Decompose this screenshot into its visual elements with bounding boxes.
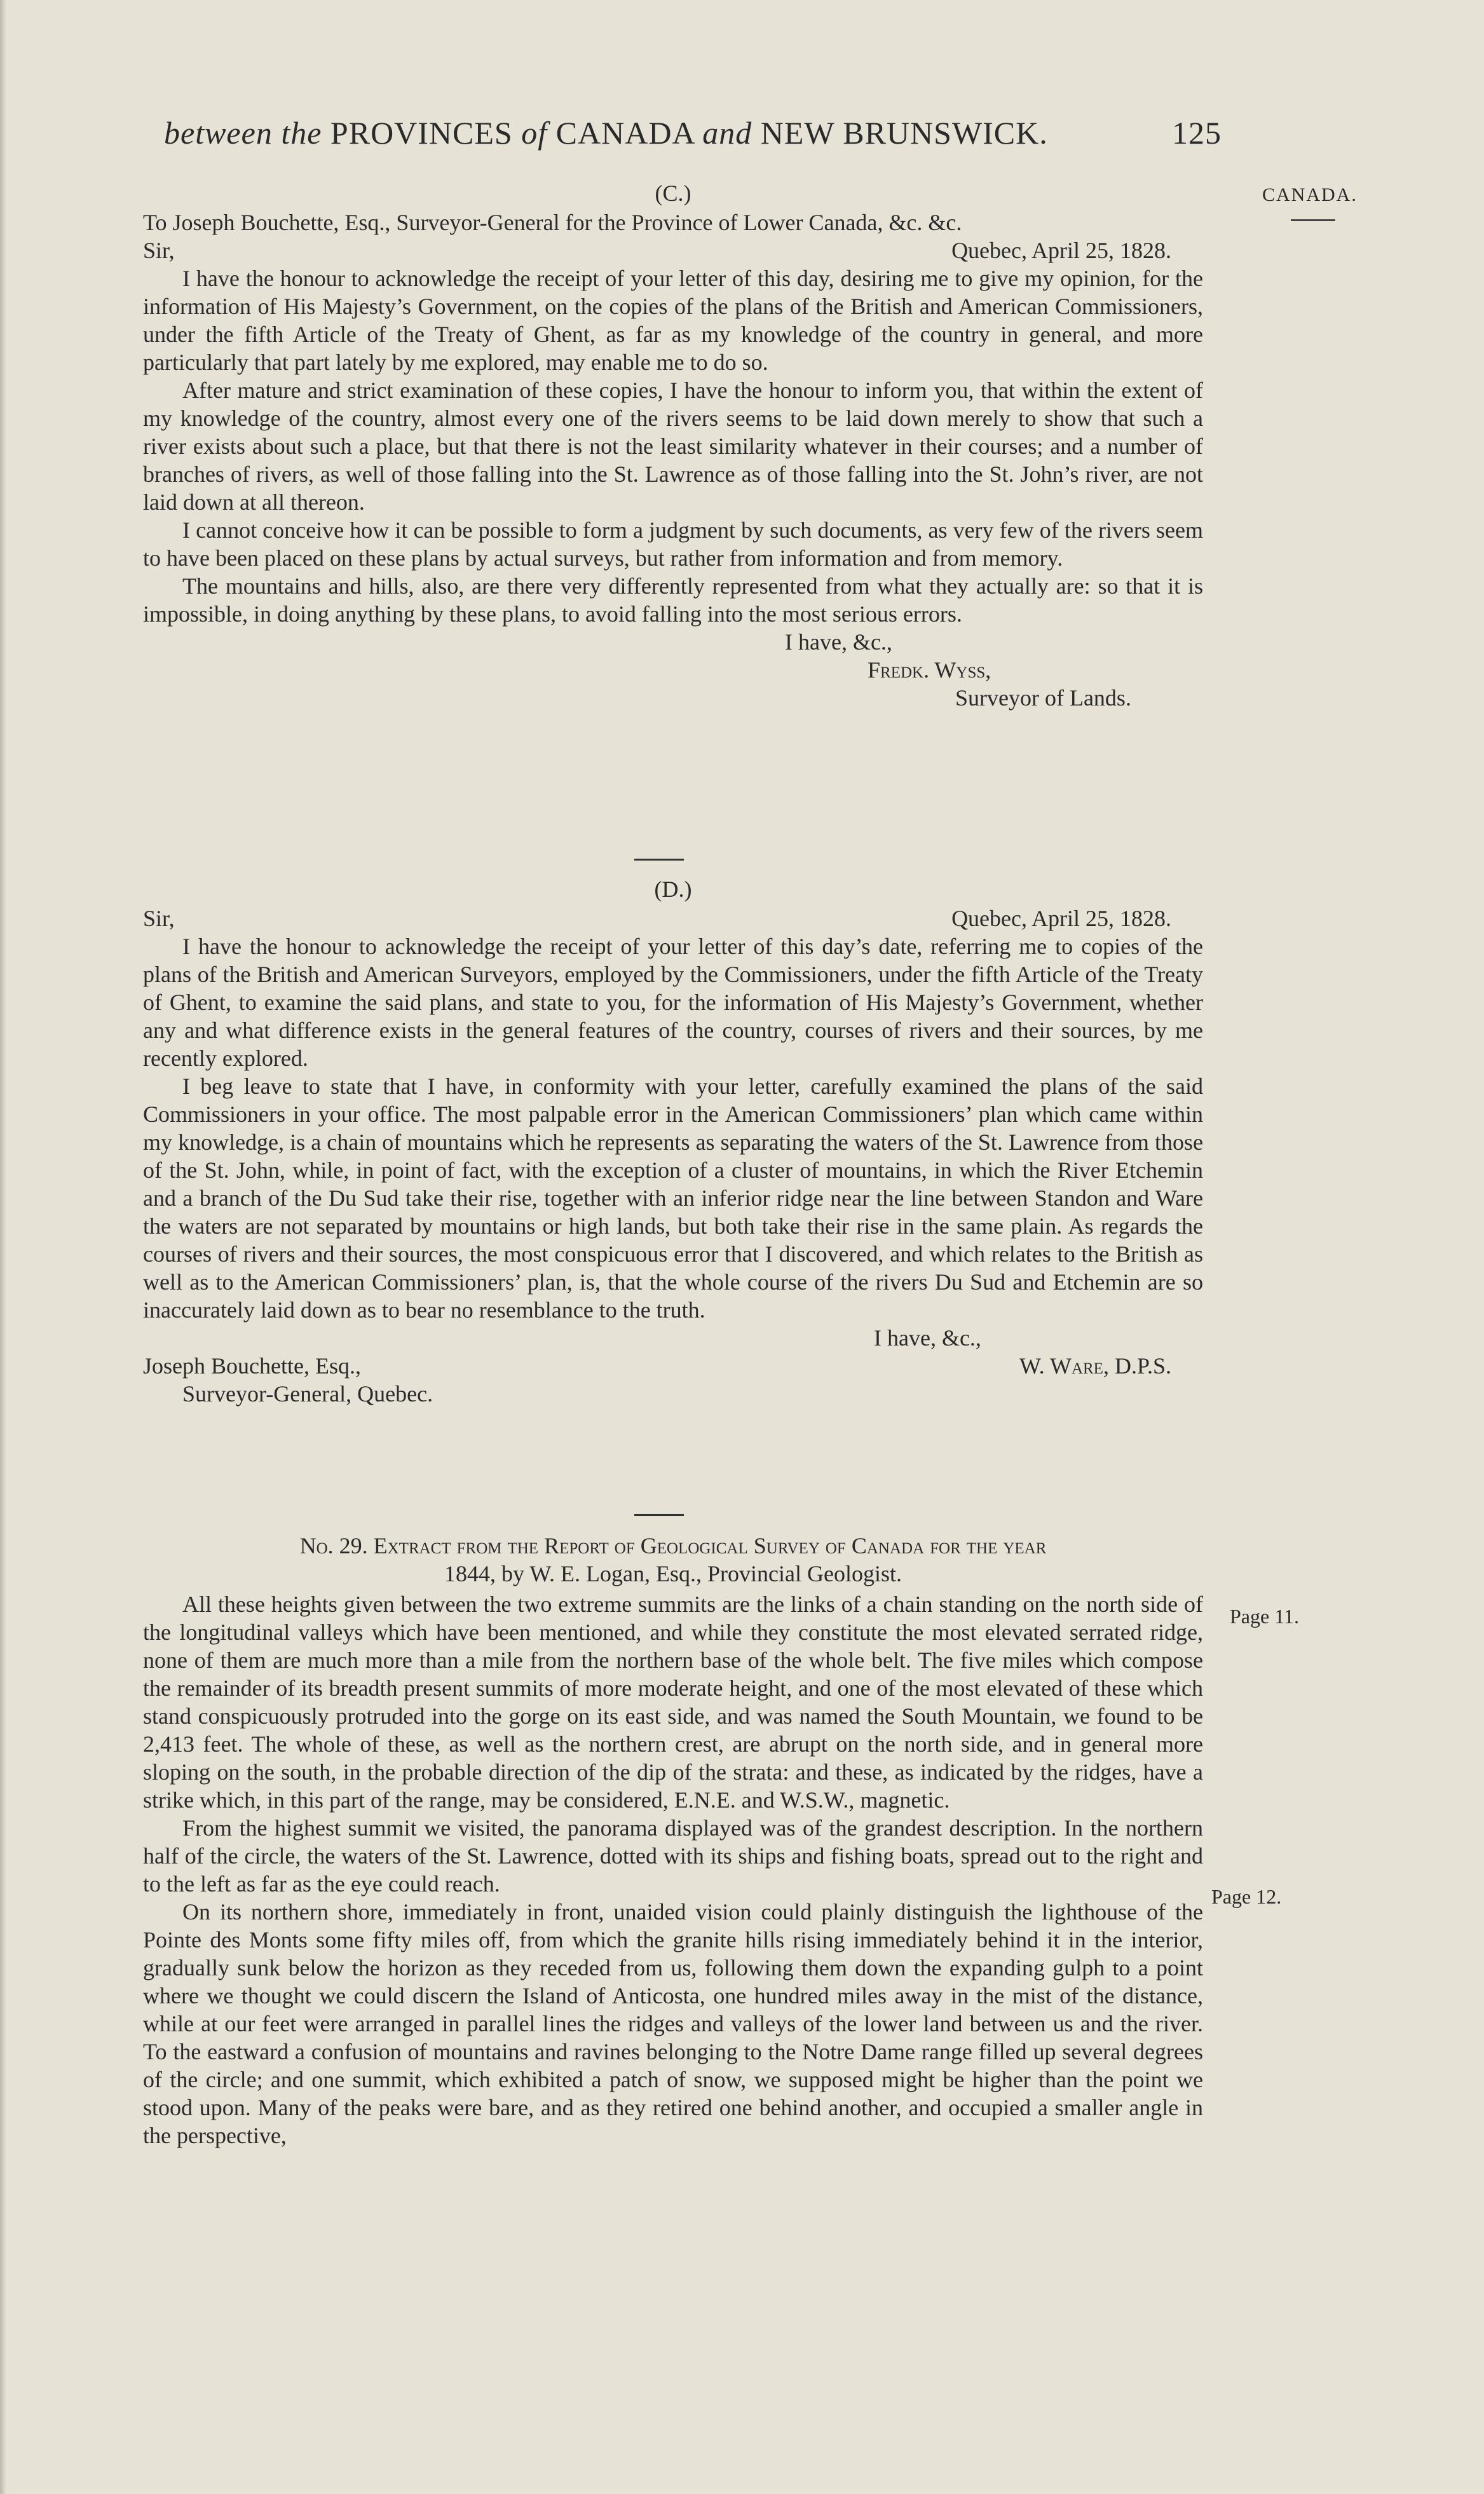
margin-note-canada: CANADA. — [1262, 184, 1358, 205]
section-d-closing-row — [143, 1324, 1203, 1352]
section-c-signer-title-row — [143, 684, 1203, 712]
header-prefix: between the — [164, 115, 322, 151]
section-29-title-line-2: 1844, by W. E. Logan, Esq., Provincial Geologist. — [444, 1561, 902, 1586]
section-d-paragraph: I beg leave to state that I have, in conformity with your letter, carefully examined the plans of the said Commissioners in your office. The most palpable error in the American Commissioners’ plan which came within my knowledge, is a chain of mountains which he represents as separating the waters of the St. Lawrence from those of the St. John, while, in point of fact, with the exception of a cluster of mountains, in which the River Etchemin and a branch of the Du Sud take their rise, together with an inferior ridge near the line between Standon and Ware the waters are not separated by mountains or high lands, but both take their rise in the same plain. As regards the courses of rivers and their sources, the most conspicuous error that I discovered, and which relates to the British as well as to the American Commissioners’ plan, is, that the whole course of the rivers Du Sud and Etchemin are so inaccurately laid down as to bear no resemblance to the truth. — [143, 1073, 1203, 1323]
header-provinces: PROVINCES — [330, 115, 513, 151]
section-c-salutation-row — [143, 236, 1203, 264]
section-c-paragraph: I cannot conceive how it can be possible to form a judgment by such documents, as very few of the rivers seem to have been placed on these plans by actual surveys, but rather from information and from memory. — [143, 517, 1203, 571]
section-c-closing: I have, &c., — [785, 629, 892, 655]
section-d-signer: W. Ware, D.P.S. — [1019, 1353, 1171, 1379]
header-and: and — [702, 115, 752, 151]
section-d-signature-row — [143, 1352, 1203, 1380]
section-d-paragraph: I have the honour to acknowledge the receipt of your letter of this day’s date, referring me to copies of the plans of the British and American Surveyors, employed by the Commissioners, under the fifth Article of the Treaty of Ghent, to examine the said plans, and state to you, for the information of His Majesty’s Government, whether any and what difference exists in the general features of the country, courses of rivers and their sources, by me recently explored. — [143, 934, 1203, 1071]
page-binding-edge — [0, 0, 6, 2494]
section-d-addressee: Joseph Bouchette, Esq., — [143, 1353, 361, 1379]
section-d-addressee-title: Surveyor-General, Quebec. — [182, 1381, 433, 1407]
section-29-paragraph: On its northern shore, immediately in front, unaided vision could plainly distinguish the lighthouse of the Pointe des Monts some fifty miles off, from which the granite hills rising immediately behind it in the interior, gradually sunk below the horizon as they receded from us, following them down the expanding gulph to a point where we thought we could discern the Island of Anticosta, one hundred miles away in the mist of the distance, while at our feet were arranged in parallel lines the ridges and valleys of the lower land between us and the river. To the eastward a confusion of mountains and ravines belonging to the Notre Dame range filled up several degrees of the circle; and one summit, which exhibited a patch of snow, we supposed might be higher than the point we stood upon. Many of the peaks were bare, and as they retired one behind another, and occupied a smaller angle in the perspective, — [143, 1899, 1203, 2148]
section-c-paragraph: The mountains and hills, also, are there very differently represented from what they actually are: so that it is impossible, in doing anything by these plans, to avoid falling into the most serious errors. — [143, 573, 1203, 627]
section-d-salutation-row — [143, 904, 1203, 932]
section-29-paragraph: From the highest summit we visited, the panorama displayed was of the grandest description. In the northern half of the circle, the waters of the St. Lawrence, dotted with its ships and fishing boats, spread out to the right and to the left as far as the eye could reach. — [143, 1815, 1203, 1897]
header-of: of — [521, 115, 548, 151]
section-c-heading: (C.) — [655, 181, 691, 206]
running-header — [164, 114, 1222, 159]
margin-rule — [1291, 219, 1335, 221]
section-d — [143, 875, 1203, 1408]
section-c-dateline: Quebec, April 25, 1828. — [951, 238, 1171, 263]
header-canada: CANADA — [555, 115, 694, 151]
header-new-brunswick: NEW BRUNSWICK. — [760, 115, 1048, 151]
section-c-signer-row — [143, 656, 1203, 684]
section-c-signer-title: Surveyor of Lands. — [955, 685, 1131, 711]
section-c-paragraph: I have the honour to acknowledge the receipt of your letter of this day, desiring me to give my opinion, for the information of His Majesty’s Government, on the copies of the plans of the British and American Commissioners, under the fifth Article of the Treaty of Ghent, as far as my knowledge of the country in general, and more particularly that part lately by me explored, may enable me to do so. — [143, 266, 1203, 375]
section-c — [143, 179, 1203, 712]
section-c-closing-row — [143, 628, 1203, 656]
section-d-salutation: Sir, — [143, 906, 175, 931]
margin-note-page-11: Page 11. — [1230, 1605, 1300, 1628]
section-d-dateline: Quebec, April 25, 1828. — [951, 906, 1171, 931]
section-c-signer: Fredk. Wyss, — [868, 657, 991, 683]
page-number: 125 — [1172, 115, 1222, 151]
section-c-salutation: Sir, — [143, 238, 175, 263]
section-divider — [634, 859, 684, 861]
section-d-closing: I have, &c., — [874, 1325, 981, 1351]
section-c-paragraph: After mature and strict examination of these copies, I have the honour to inform you, that within the extent of my knowledge of the country, almost every one of the rivers seems to be laid down merely to show that such a river exists about such a place, but that there is not the least similarity whatever in their courses; and a number of branches of rivers, as well of those falling into the St. Lawrence as of those falling into the St. John’s river, are not laid down at all thereon. — [143, 378, 1203, 515]
running-title — [164, 114, 1048, 151]
margin-note-page-12: Page 12. — [1211, 1885, 1282, 1908]
section-d-heading: (D.) — [654, 876, 692, 902]
section-divider — [634, 1514, 684, 1516]
section-d-addressee-title-row — [143, 1380, 1203, 1408]
section-29 — [143, 1532, 1203, 2150]
section-29-paragraph: All these heights given between the two extreme summits are the links of a chain standing on the north side of the longitudinal valleys which have been mentioned, and while they constitute the most elevated serrated ridge, none of them are much more than a mile from the northern base of the whole belt. The five miles which compose the remainder of its breadth present summits of more moderate height, and one of the most elevated of these which stand conspicuously protruded into the gorge on its east side, and was named the South Mountain, we found to be 2,413 feet. The whole of these, as well as the northern crest, are abrupt on the north side, and in general more sloping on the south, in the probable direction of the dip of the strata: and these, as indicated by the ridges, have a strike which, in this part of the range, may be considered, E.N.E. and W.S.W., magnetic. — [143, 1591, 1203, 1813]
section-c-addressee-line: To Joseph Bouchette, Esq., Surveyor-General for the Province of Lower Canada, &c. &c. — [143, 210, 962, 235]
section-29-title-line-1: No. 29. Extract from the Report of Geological Survey of Canada for the year — [299, 1533, 1047, 1558]
